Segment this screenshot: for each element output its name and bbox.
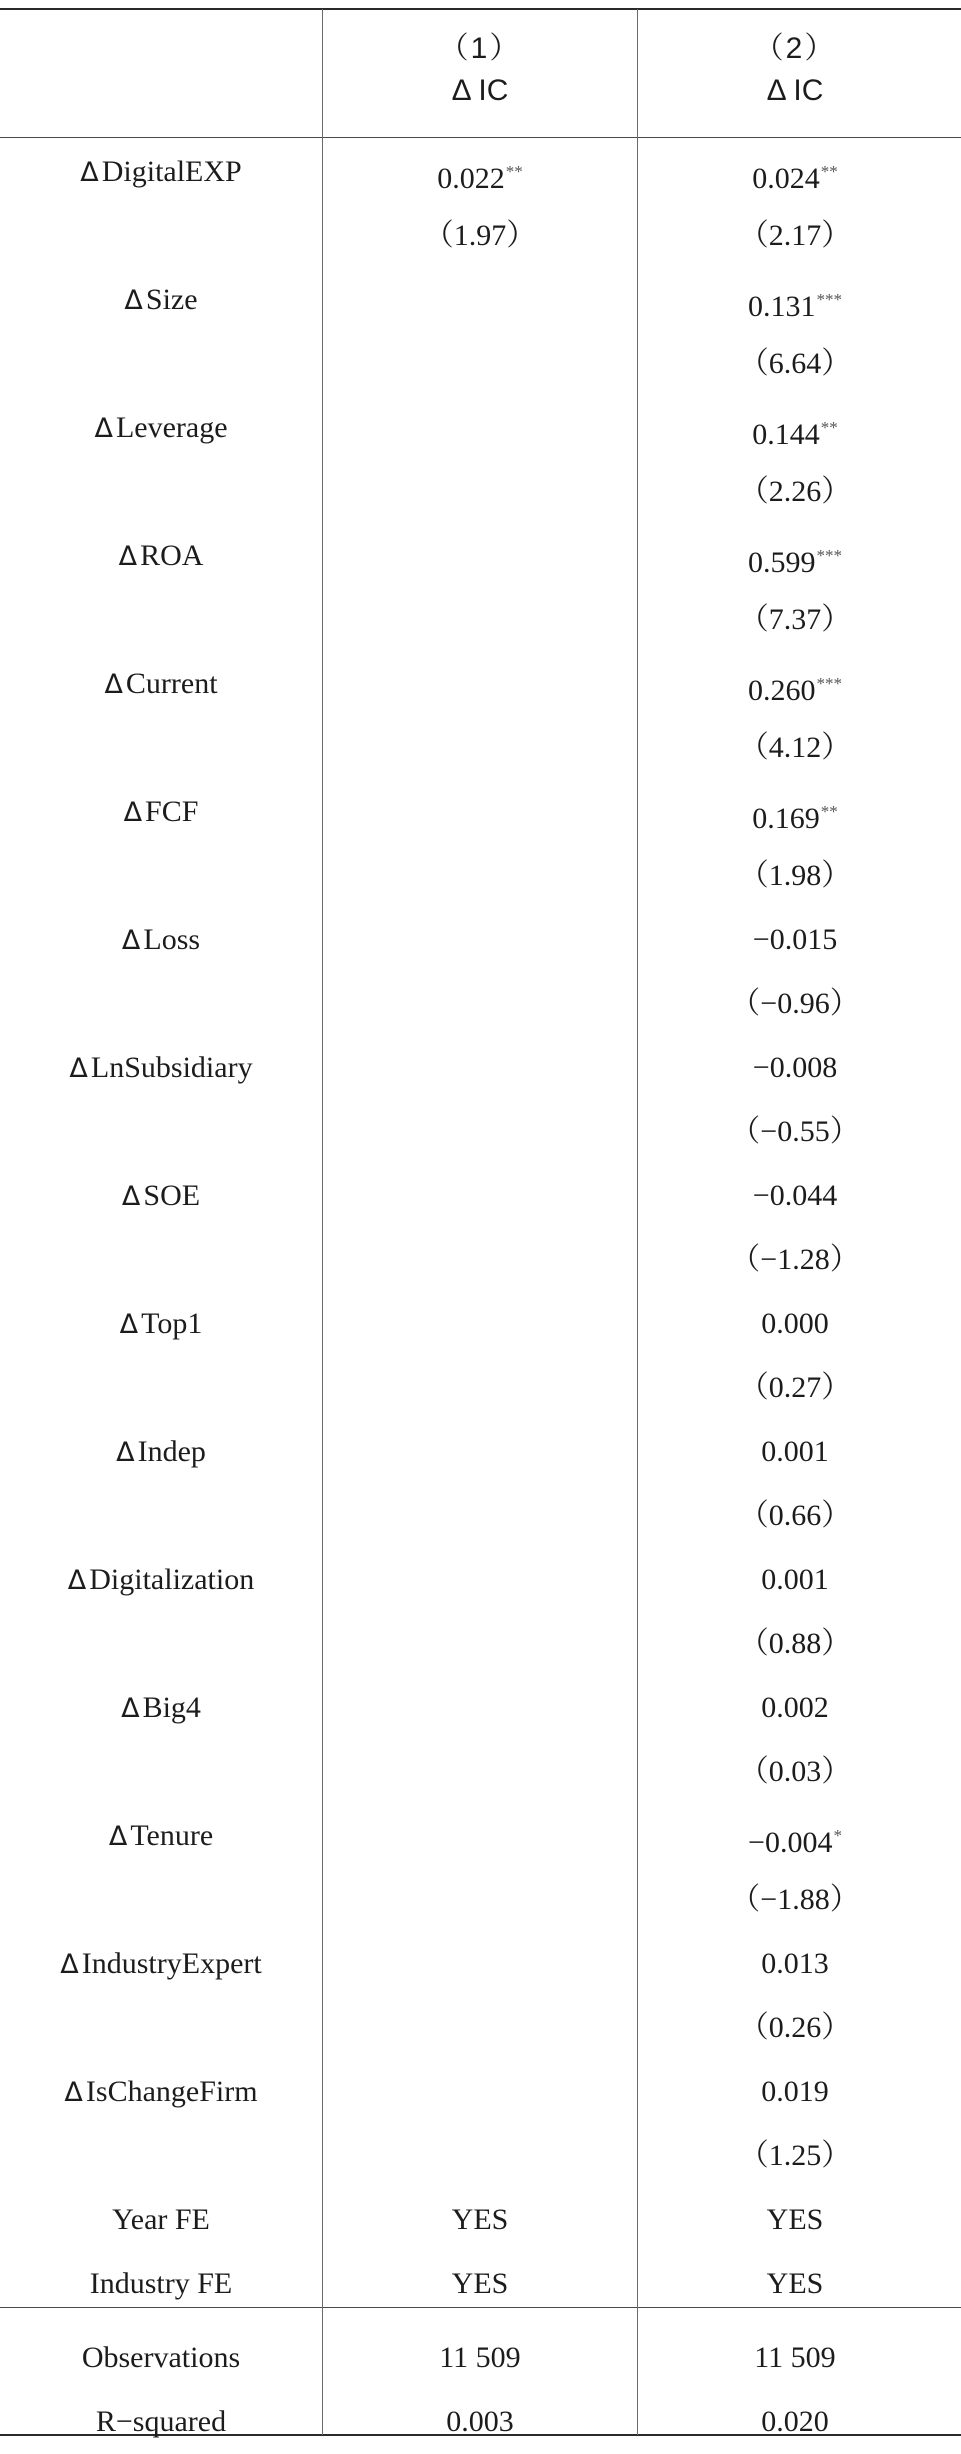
column-1-value: [323, 140, 637, 211]
row-label-text: Current: [125, 667, 218, 700]
table-row: [0, 2252, 961, 2316]
row-label: [0, 908, 322, 973]
cell-value: 0.024: [752, 162, 820, 195]
delta-symbol: Δ: [104, 669, 123, 700]
row-label: [0, 524, 322, 589]
column-2-value: [638, 2124, 952, 2188]
cell-value: 0.000: [761, 1307, 829, 1340]
cell-value: 0.260: [748, 674, 816, 707]
table-row: [0, 2124, 961, 2188]
cell-value: 0.001: [761, 1563, 829, 1596]
cell-value: （1.25）: [738, 2139, 852, 2172]
delta-symbol: Δ: [119, 1309, 139, 1340]
column-2-value: [638, 524, 952, 595]
table-row: [0, 1612, 961, 1676]
cell-value: YES: [451, 2203, 509, 2236]
cell-value: 0.169: [752, 802, 820, 835]
cell-value: （7.37）: [738, 603, 852, 636]
cell-value: （4.12）: [738, 731, 852, 764]
table-row: [0, 1420, 961, 1484]
significance-stars: ***: [816, 674, 842, 693]
column-2-value: [638, 652, 952, 723]
cell-value: YES: [766, 2203, 824, 2236]
delta-symbol: Δ: [116, 1437, 135, 1468]
table-row: [0, 460, 961, 524]
column-1-value: [323, 2188, 637, 2252]
cell-value: 11 509: [439, 2341, 521, 2374]
cell-value: （2.17）: [738, 219, 852, 252]
cell-value: 0.022: [437, 162, 505, 195]
column-2-value: [638, 1292, 952, 1356]
cell-value: （−0.96）: [730, 987, 860, 1020]
row-label: [0, 652, 322, 717]
row-label: [0, 1292, 322, 1357]
column-2-value: [638, 588, 952, 652]
cell-value: （0.27）: [738, 1371, 852, 1404]
table-row: [0, 2060, 961, 2124]
row-label-text: Big4: [142, 1691, 201, 1724]
column-2-value: [638, 396, 952, 467]
cell-value: 0.002: [761, 1691, 829, 1724]
column-2-value: [638, 1484, 952, 1548]
column-2-value: [638, 1228, 952, 1292]
delta-symbol: Δ: [124, 285, 143, 316]
column-2-number: （2）: [753, 32, 837, 65]
column-2-value: [638, 972, 952, 1036]
row-label: [0, 2060, 322, 2125]
cell-value: （−1.88）: [730, 1883, 860, 1916]
table-row: [0, 1548, 961, 1612]
table-row: [0, 524, 961, 588]
row-label-text: Industry FE: [89, 2267, 233, 2300]
row-label-text: Tenure: [130, 1819, 214, 1852]
column-2-value: [638, 1420, 952, 1484]
row-label: [0, 396, 322, 461]
column-2-value: [638, 2188, 952, 2252]
table-row: [0, 972, 961, 1036]
column-2-header: [638, 28, 952, 112]
row-label-text: IndustryExpert: [81, 1947, 262, 1980]
table-row: [0, 332, 961, 396]
row-label-text: SOE: [143, 1179, 201, 1212]
cell-value: 0.001: [761, 1435, 829, 1468]
cell-value: 0.019: [761, 2075, 829, 2108]
delta-symbol: Δ: [60, 1949, 79, 1980]
column-2-value: [638, 2326, 952, 2390]
cell-value: 0.599: [748, 546, 816, 579]
column-2-value: [638, 1996, 952, 2060]
row-label: [0, 1164, 322, 1229]
row-label-text: IsChangeFirm: [85, 2075, 258, 2108]
column-1-value: [323, 2326, 637, 2390]
table-row: [0, 1996, 961, 2060]
table-row: [0, 1292, 961, 1356]
cell-value: −0.015: [752, 923, 838, 956]
delta-symbol: Δ: [118, 541, 138, 572]
row-label: [0, 2252, 322, 2316]
table-row: [0, 844, 961, 908]
cell-value: （−0.55）: [730, 1115, 860, 1148]
cell-value: （−1.28）: [730, 1243, 860, 1276]
table-row: [0, 1228, 961, 1292]
cell-value: （0.26）: [738, 2011, 852, 2044]
delta-symbol: Δ: [94, 413, 113, 444]
table-row: [0, 204, 961, 268]
row-label-text: Size: [145, 283, 198, 316]
cell-value: （6.64）: [738, 347, 852, 380]
column-2-value: [638, 1804, 952, 1875]
table-row: [0, 1804, 961, 1868]
column-1-value: [323, 2390, 637, 2454]
row-label-text: Year FE: [112, 2203, 210, 2236]
table-row: [0, 1484, 961, 1548]
column-1-number: （1）: [438, 32, 522, 65]
delta-symbol: Δ: [108, 1821, 128, 1852]
cell-value: 0.131: [748, 290, 816, 323]
row-label: [0, 1548, 322, 1613]
row-label: [0, 2188, 322, 2252]
cell-value: −0.004: [748, 1826, 833, 1859]
cell-value: −0.008: [752, 1051, 838, 1084]
delta-symbol: Δ: [123, 797, 143, 828]
significance-stars: *: [833, 1826, 842, 1845]
table-row: [0, 1036, 961, 1100]
column-2-value: [638, 1036, 952, 1100]
table-row: [0, 1932, 961, 1996]
row-label: [0, 1804, 322, 1869]
column-2-value: [638, 2252, 952, 2316]
row-label-text: Digitalization: [89, 1563, 255, 1596]
column-2-value: [638, 1164, 952, 1228]
significance-stars: **: [820, 802, 838, 821]
cell-value: YES: [766, 2267, 824, 2300]
row-label: [0, 1420, 322, 1485]
table-row: [0, 716, 961, 780]
delta-symbol: Δ: [121, 1693, 140, 1724]
column-2-value: [638, 716, 952, 780]
column-2-value: [638, 844, 952, 908]
column-2-value: [638, 1612, 952, 1676]
table-top-rule: [0, 8, 961, 10]
column-2-value: [638, 1932, 952, 1996]
row-label-text: Loss: [143, 923, 201, 956]
table-row: [0, 780, 961, 844]
cell-value: （0.03）: [738, 1755, 852, 1788]
row-label: [0, 2326, 322, 2390]
column-2-value: [638, 140, 952, 211]
row-label: [0, 2390, 322, 2454]
row-label-text: R−squared: [95, 2405, 227, 2438]
cell-value: 11 509: [754, 2341, 836, 2374]
column-2-value: [638, 1868, 952, 1932]
column-2-value: [638, 2390, 952, 2454]
table-row: [0, 1868, 961, 1932]
column-1-value: [323, 2252, 637, 2316]
row-label-text: Observations: [81, 2341, 241, 2374]
column-2-value: [638, 1100, 952, 1164]
column-2-value: [638, 204, 952, 268]
significance-stars: **: [820, 418, 838, 437]
cell-value: YES: [451, 2267, 509, 2300]
row-label-text: Top1: [141, 1307, 203, 1340]
table-row: [0, 1676, 961, 1740]
cell-value: −0.044: [752, 1179, 838, 1212]
cell-value: （1.97）: [423, 219, 537, 252]
delta-symbol: Δ: [67, 1565, 87, 1596]
row-label: [0, 780, 322, 845]
row-label: [0, 1932, 322, 1997]
cell-value: 0.020: [761, 2405, 829, 2438]
cell-value: 0.144: [752, 418, 820, 451]
row-label-text: FCF: [145, 795, 199, 828]
row-label-text: Indep: [137, 1435, 206, 1468]
significance-stars: **: [820, 162, 838, 181]
row-label-text: DigitalEXP: [101, 155, 242, 188]
row-label: [0, 1036, 322, 1101]
table-row: [0, 908, 961, 972]
cell-value: （1.98）: [738, 859, 852, 892]
table-row: [0, 1164, 961, 1228]
significance-stars: ***: [816, 290, 842, 309]
table-row: [0, 652, 961, 716]
header-rule: [0, 137, 961, 138]
column-2-value: [638, 780, 952, 851]
delta-symbol: Δ: [121, 925, 141, 956]
delta-symbol: Δ: [64, 2077, 83, 2108]
column-2-value: [638, 332, 952, 396]
column-2-value: [638, 2060, 952, 2124]
table-row: [0, 1740, 961, 1804]
table-row: [0, 1356, 961, 1420]
table-row: [0, 2188, 961, 2252]
table-row: [0, 1100, 961, 1164]
table-row: [0, 588, 961, 652]
column-2-value: [638, 1356, 952, 1420]
delta-symbol: Δ: [69, 1053, 88, 1084]
column-2-value: [638, 1548, 952, 1612]
table-row: [0, 140, 961, 204]
row-label-text: LnSubsidiary: [90, 1051, 253, 1084]
table-row: [0, 268, 961, 332]
row-label-text: ROA: [140, 539, 204, 572]
table-row: [0, 396, 961, 460]
row-label: [0, 1676, 322, 1741]
significance-stars: ***: [816, 546, 842, 565]
cell-value: （0.88）: [738, 1627, 852, 1660]
table-row: [0, 2326, 961, 2390]
cell-value: （0.66）: [738, 1499, 852, 1532]
delta-symbol: Δ: [80, 157, 99, 188]
row-label: [0, 268, 322, 333]
column-2-value: [638, 1676, 952, 1740]
cell-value: 0.003: [446, 2405, 514, 2438]
column-1-header: [323, 28, 637, 112]
column-2-dependent-variable: Δ IC: [766, 74, 824, 107]
delta-symbol: Δ: [121, 1181, 141, 1212]
row-label-text: Leverage: [115, 411, 228, 444]
column-2-value: [638, 908, 952, 972]
cell-value: （2.26）: [738, 475, 852, 508]
column-2-value: [638, 460, 952, 524]
column-1-dependent-variable: Δ IC: [451, 74, 509, 107]
column-1-value: [323, 204, 637, 268]
significance-stars: **: [505, 162, 523, 181]
column-2-value: [638, 1740, 952, 1804]
row-label: [0, 140, 322, 205]
table-row: [0, 2390, 961, 2454]
column-2-value: [638, 268, 952, 339]
cell-value: 0.013: [761, 1947, 829, 1980]
